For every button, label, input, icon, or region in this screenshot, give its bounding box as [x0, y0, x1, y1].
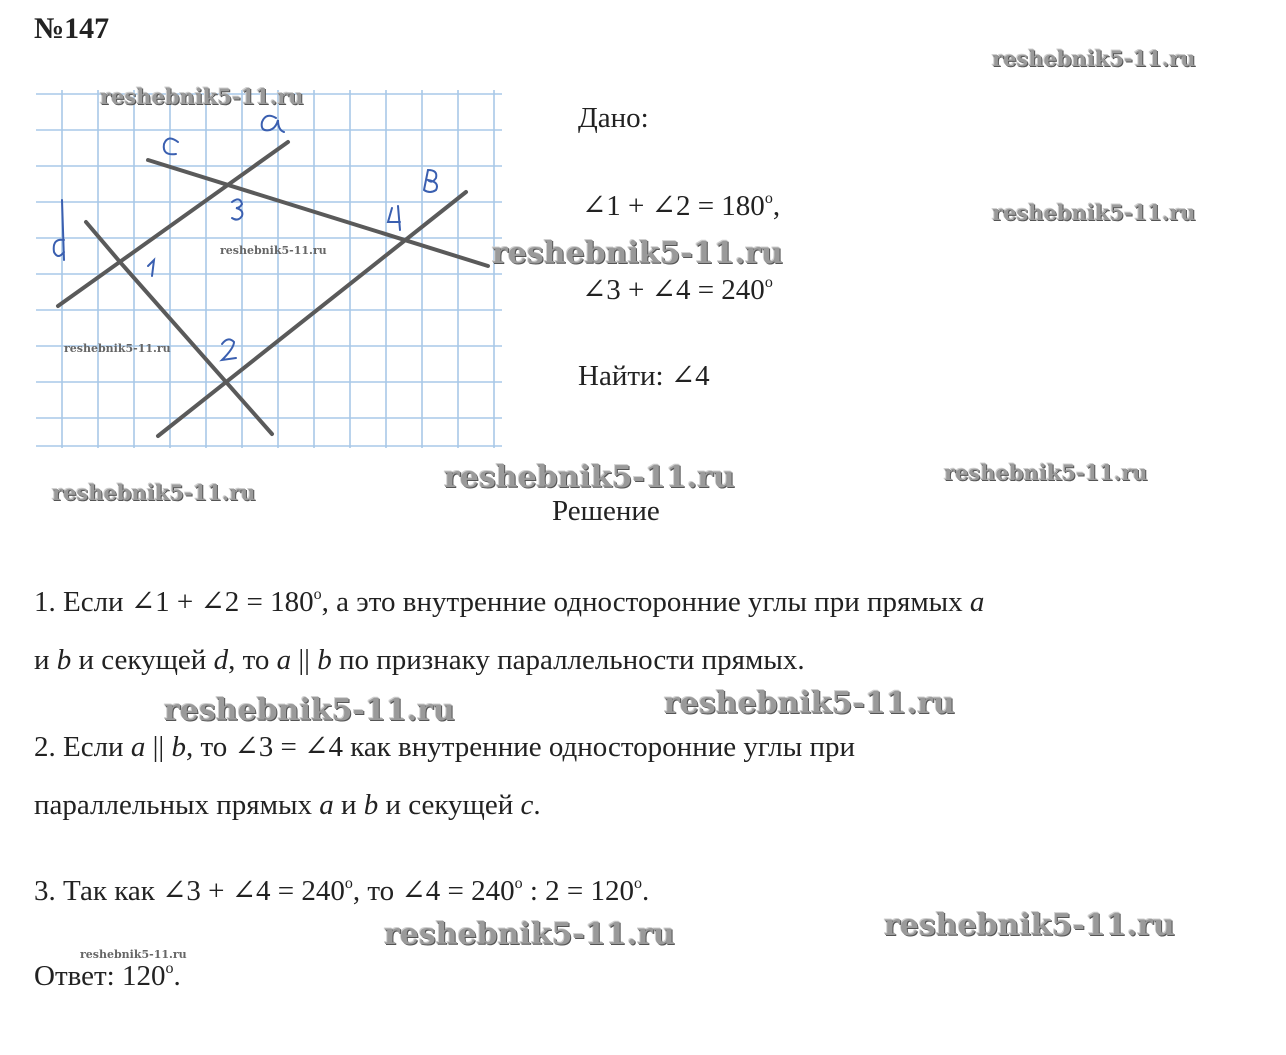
watermark: reshebnik5-11.ru: [884, 908, 1175, 943]
solution-heading: Решение: [552, 495, 660, 527]
var-a: a: [130, 731, 146, 763]
solution-step-2-cont: [34, 789, 541, 822]
condition-1-text: ∠1 + ∠2 = 180: [582, 190, 765, 222]
watermark: reshebnik5-11.ru: [444, 460, 735, 495]
grid-paper: [36, 90, 502, 448]
var-d: d: [213, 644, 229, 676]
parallel-sign: ||: [291, 644, 318, 676]
watermark: reshebnik5-11.ru: [492, 236, 783, 271]
label-b-handwritten: [424, 170, 437, 192]
var-a: a: [969, 586, 985, 618]
var-b: b: [171, 731, 186, 763]
solution-step-1: [34, 584, 984, 619]
watermark: reshebnik5-11.ru: [992, 200, 1196, 225]
degree-sign: o: [634, 875, 642, 892]
text: .: [533, 789, 541, 821]
watermark: reshebnik5-11.ru: [80, 948, 187, 961]
var-b: b: [317, 644, 332, 676]
text: и секущей: [71, 644, 214, 676]
text: и: [34, 644, 57, 676]
var-a: a: [276, 644, 292, 676]
step-1-text: 1. Если ∠1 + ∠2 = 180: [34, 586, 314, 618]
step-1-text-cont: , а это внутренние односторонние углы при прямых: [321, 586, 970, 618]
label-4-handwritten: [388, 206, 400, 230]
geometry-figure: [36, 90, 506, 452]
degree-sign: o: [344, 875, 353, 892]
text: 3. Так как ∠3 + ∠4 = 240: [34, 875, 345, 907]
degree-sign: o: [764, 190, 773, 207]
given-condition-1: [582, 188, 780, 223]
text: , то ∠4 = 240: [352, 875, 515, 907]
var-a: a: [319, 789, 334, 821]
solution-step-2: [34, 729, 855, 764]
watermark: reshebnik5-11.ru: [664, 686, 955, 721]
var-b: b: [56, 644, 72, 676]
text: , то ∠3 = ∠4 как внутренние односторонние углы при: [185, 731, 856, 763]
watermark: reshebnik5-11.ru: [100, 84, 304, 109]
degree-sign: o: [313, 586, 322, 603]
var-b: b: [363, 789, 379, 821]
text: .: [173, 960, 181, 992]
watermark: reshebnik5-11.ru: [52, 480, 256, 505]
label-2-handwritten: [222, 339, 236, 360]
text: и секущей: [378, 789, 521, 821]
parallel-sign: ||: [145, 731, 172, 763]
problem-number: №147: [34, 12, 110, 45]
degree-sign: o: [514, 875, 523, 892]
degree-sign: o: [165, 960, 174, 977]
watermark: reshebnik5-11.ru: [220, 244, 327, 257]
watermark: reshebnik5-11.ru: [944, 460, 1148, 485]
solution-step-3: [34, 873, 649, 908]
text: .: [642, 875, 650, 907]
answer: [34, 960, 181, 993]
text: и: [333, 789, 364, 821]
text: 2. Если: [34, 731, 131, 763]
watermark: reshebnik5-11.ru: [992, 46, 1196, 71]
watermark: reshebnik5-11.ru: [164, 693, 455, 728]
degree-sign: o: [764, 274, 773, 291]
text: : 2 = 120: [522, 875, 634, 907]
condition-1-tail: ,: [772, 190, 781, 222]
watermark: reshebnik5-11.ru: [384, 917, 675, 952]
solution-step-1-cont: [34, 644, 805, 677]
find-statement: Найти: ∠4: [578, 360, 710, 392]
condition-2-text: ∠3 + ∠4 = 240: [582, 274, 765, 306]
text: по признаку параллельности прямых.: [331, 644, 805, 676]
text: , то: [228, 644, 277, 676]
var-c: c: [520, 789, 534, 821]
line-b: [158, 192, 466, 436]
label-a-handwritten: [262, 116, 284, 132]
label-c-handwritten: [164, 138, 178, 154]
given-heading: Дано:: [578, 102, 649, 134]
given-condition-2: [582, 272, 773, 307]
watermark: reshebnik5-11.ru: [64, 342, 171, 355]
text: параллельных прямых: [34, 789, 320, 821]
answer-text: Ответ: 120: [34, 960, 166, 992]
